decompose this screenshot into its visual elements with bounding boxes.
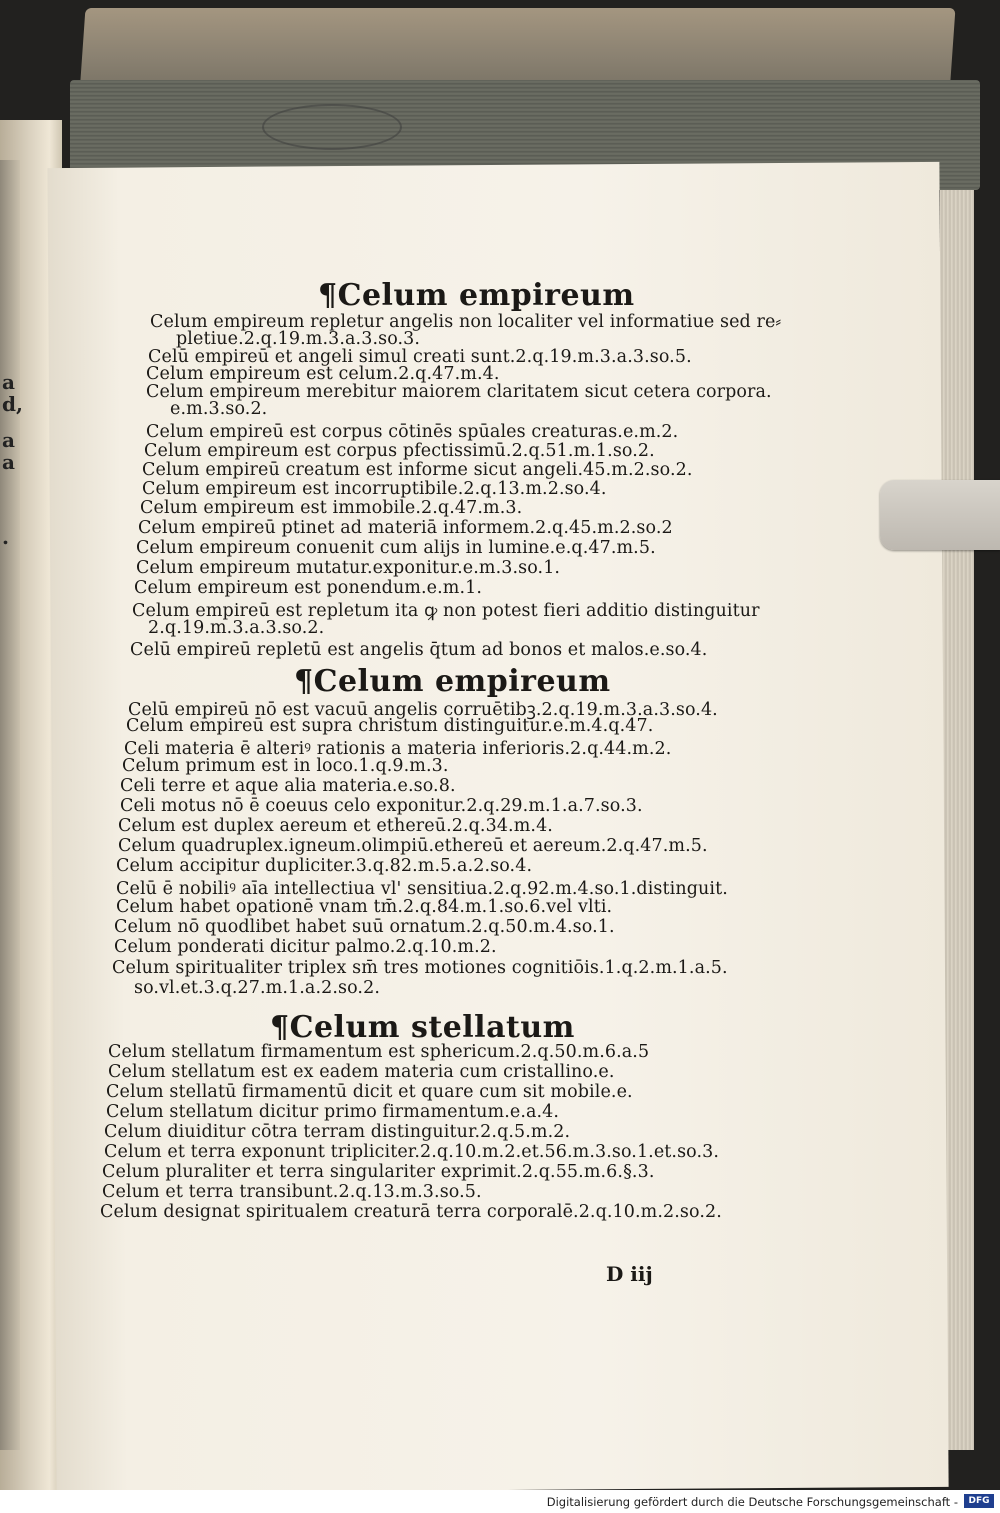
signature-mark: D iij bbox=[606, 1262, 653, 1286]
entry-line: Celum habet opationē vnam tm̄.2.q.84.m.1.so.6.vel vlti. bbox=[116, 897, 613, 917]
entry-line: Celum empireum est immobile.2.q.47.m.3. bbox=[140, 498, 523, 518]
left-page-fragment: a bbox=[2, 370, 15, 394]
entry-line: Celum empireū creatum est informe sicut angeli.45.m.2.so.2. bbox=[142, 460, 693, 480]
entry-line: so.vl.et.3.q.27.m.1.a.2.so.2. bbox=[134, 978, 380, 998]
entry-line: Celum diuiditur cōtra terram distinguitur.2.q.5.m.2. bbox=[104, 1122, 571, 1142]
entry-line: Celum spiritualiter triplex sm̄ tres motiones cognitiōis.1.q.2.m.1.a.5. bbox=[112, 958, 728, 978]
entry-line: Celum stellatū firmamentū dicit et quare cum sit mobile.e. bbox=[106, 1082, 633, 1102]
entry-line: Celū empireū nō est vacuū angelis corruētibꝫ.2.q.19.m.3.a.3.so.4. bbox=[128, 700, 718, 720]
entry-line: Celi terre et aque alia materia.e.so.8. bbox=[120, 776, 456, 796]
entry-line: Celum empireum est incorruptibile.2.q.13.m.2.so.4. bbox=[142, 479, 607, 499]
left-page-fragment: a bbox=[2, 450, 15, 474]
entry-line: Celum quadruplex.igneum.olimpiū.ethereū et aereum.2.q.47.m.5. bbox=[118, 836, 708, 856]
entry-line: pletiue.2.q.19.m.3.a.3.so.3. bbox=[176, 329, 421, 349]
entry-line: Celum stellatum firmamentum est sphericum.2.q.50.m.6.a.5 bbox=[108, 1042, 650, 1062]
entry-line: Celum empireum est celum.2.q.47.m.4. bbox=[146, 364, 500, 384]
entry-line: Celum ponderati dicitur palmo.2.q.10.m.2. bbox=[114, 937, 497, 957]
entry-line: Celū empireū repletū est angelis q̄tum ad bonos et malos.e.so.4. bbox=[130, 640, 708, 660]
section-heading-celum-empireum: ¶Celum empireum bbox=[294, 664, 611, 699]
entry-line: Celum pluraliter et terra singulariter exprimit.2.q.55.m.6.§.3. bbox=[102, 1162, 655, 1182]
left-page-fragment: d, bbox=[2, 392, 23, 416]
entry-line: Celum empireum est ponendum.e.m.1. bbox=[134, 578, 483, 598]
entry-line: Celum nō quodlibet habet suū ornatum.2.q.50.m.4.so.1. bbox=[114, 917, 615, 937]
entry-line: Celū empireū et angeli simul creati sunt.2.q.19.m.3.a.3.so.5. bbox=[148, 347, 692, 367]
funding-credit: Digitalisierung gefördert durch die Deutsche Forschungsgemeinschaft - bbox=[546, 1495, 958, 1509]
entry-line: 2.q.19.m.3.a.3.so.2. bbox=[148, 618, 325, 638]
entry-line: Celum empireum mutatur.exponitur.e.m.3.so.1. bbox=[136, 558, 561, 578]
entry-line: Celum empireum conuenit cum alijs in lumine.e.q.47.m.5. bbox=[136, 538, 656, 558]
section-heading-celum-stellatum: ¶Celum stellatum bbox=[270, 1010, 575, 1045]
entry-line: Celum empireum merebitur maiorem claritatem sicut cetera corpora. bbox=[146, 382, 772, 402]
entry-line: Celum est duplex aereum et ethereū.2.q.34.m.4. bbox=[118, 816, 553, 836]
entry-line: Celum designat spiritualem creaturā terra corporalē.2.q.10.m.2.so.2. bbox=[100, 1202, 722, 1222]
entry-line: Celum primum est in loco.1.q.9.m.3. bbox=[122, 756, 449, 776]
entry-line: Celi motus nō ē coeuus celo exponitur.2.q.29.m.1.a.7.so.3. bbox=[120, 796, 643, 816]
entry-line: e.m.3.so.2. bbox=[170, 399, 268, 419]
section-heading-celum-empireum: ¶Celum empireum bbox=[318, 278, 635, 313]
entry-line: Celum accipitur dupliciter.3.q.82.m.5.a.2.so.4. bbox=[116, 856, 533, 876]
entry-line: Celum et terra transibunt.2.q.13.m.3.so.5. bbox=[102, 1182, 482, 1202]
entry-line: Celum empireū est supra christum distinguitur.e.m.4.q.47. bbox=[126, 716, 654, 736]
entry-line: Celum stellatum est ex eadem materia cum cristallino.e. bbox=[108, 1062, 615, 1082]
entry-line: Celum empireū est corpus cōtinēs spūales creaturas.e.m.2. bbox=[146, 422, 679, 442]
left-page-fragment: a bbox=[2, 428, 15, 452]
entry-line: Celum empireum est corpus pfectissimū.2.q.51.m.1.so.2. bbox=[144, 441, 655, 461]
entry-line: Celū ē nobiliꝰ aīa intellectiua vl' sensitiua.2.q.92.m.4.so.1.distinguit. bbox=[116, 879, 728, 899]
entry-line: Celum empireū est repletum ita ꝙ non potest fieri additio distinguitur bbox=[132, 601, 760, 621]
entry-line: Celum empireum repletur angelis non localiter vel informatiue sed re⸗ bbox=[150, 312, 782, 332]
entry-line: Celi materia ē alteriꝰ rationis a materia inferioris.2.q.44.m.2. bbox=[124, 739, 672, 759]
footer-bar bbox=[0, 1490, 1000, 1513]
dfg-logo: DFG bbox=[964, 1494, 994, 1508]
left-page-fragment: . bbox=[2, 525, 9, 549]
entry-line: Celum et terra exponunt tripliciter.2.q.10.m.2.et.56.m.3.so.1.et.so.3. bbox=[104, 1142, 720, 1162]
entry-line: Celum stellatum dicitur primo firmamentum.e.a.4. bbox=[106, 1102, 560, 1122]
entry-line: Celum empireū ptinet ad materiā informem.2.q.45.m.2.so.2 bbox=[138, 518, 673, 538]
